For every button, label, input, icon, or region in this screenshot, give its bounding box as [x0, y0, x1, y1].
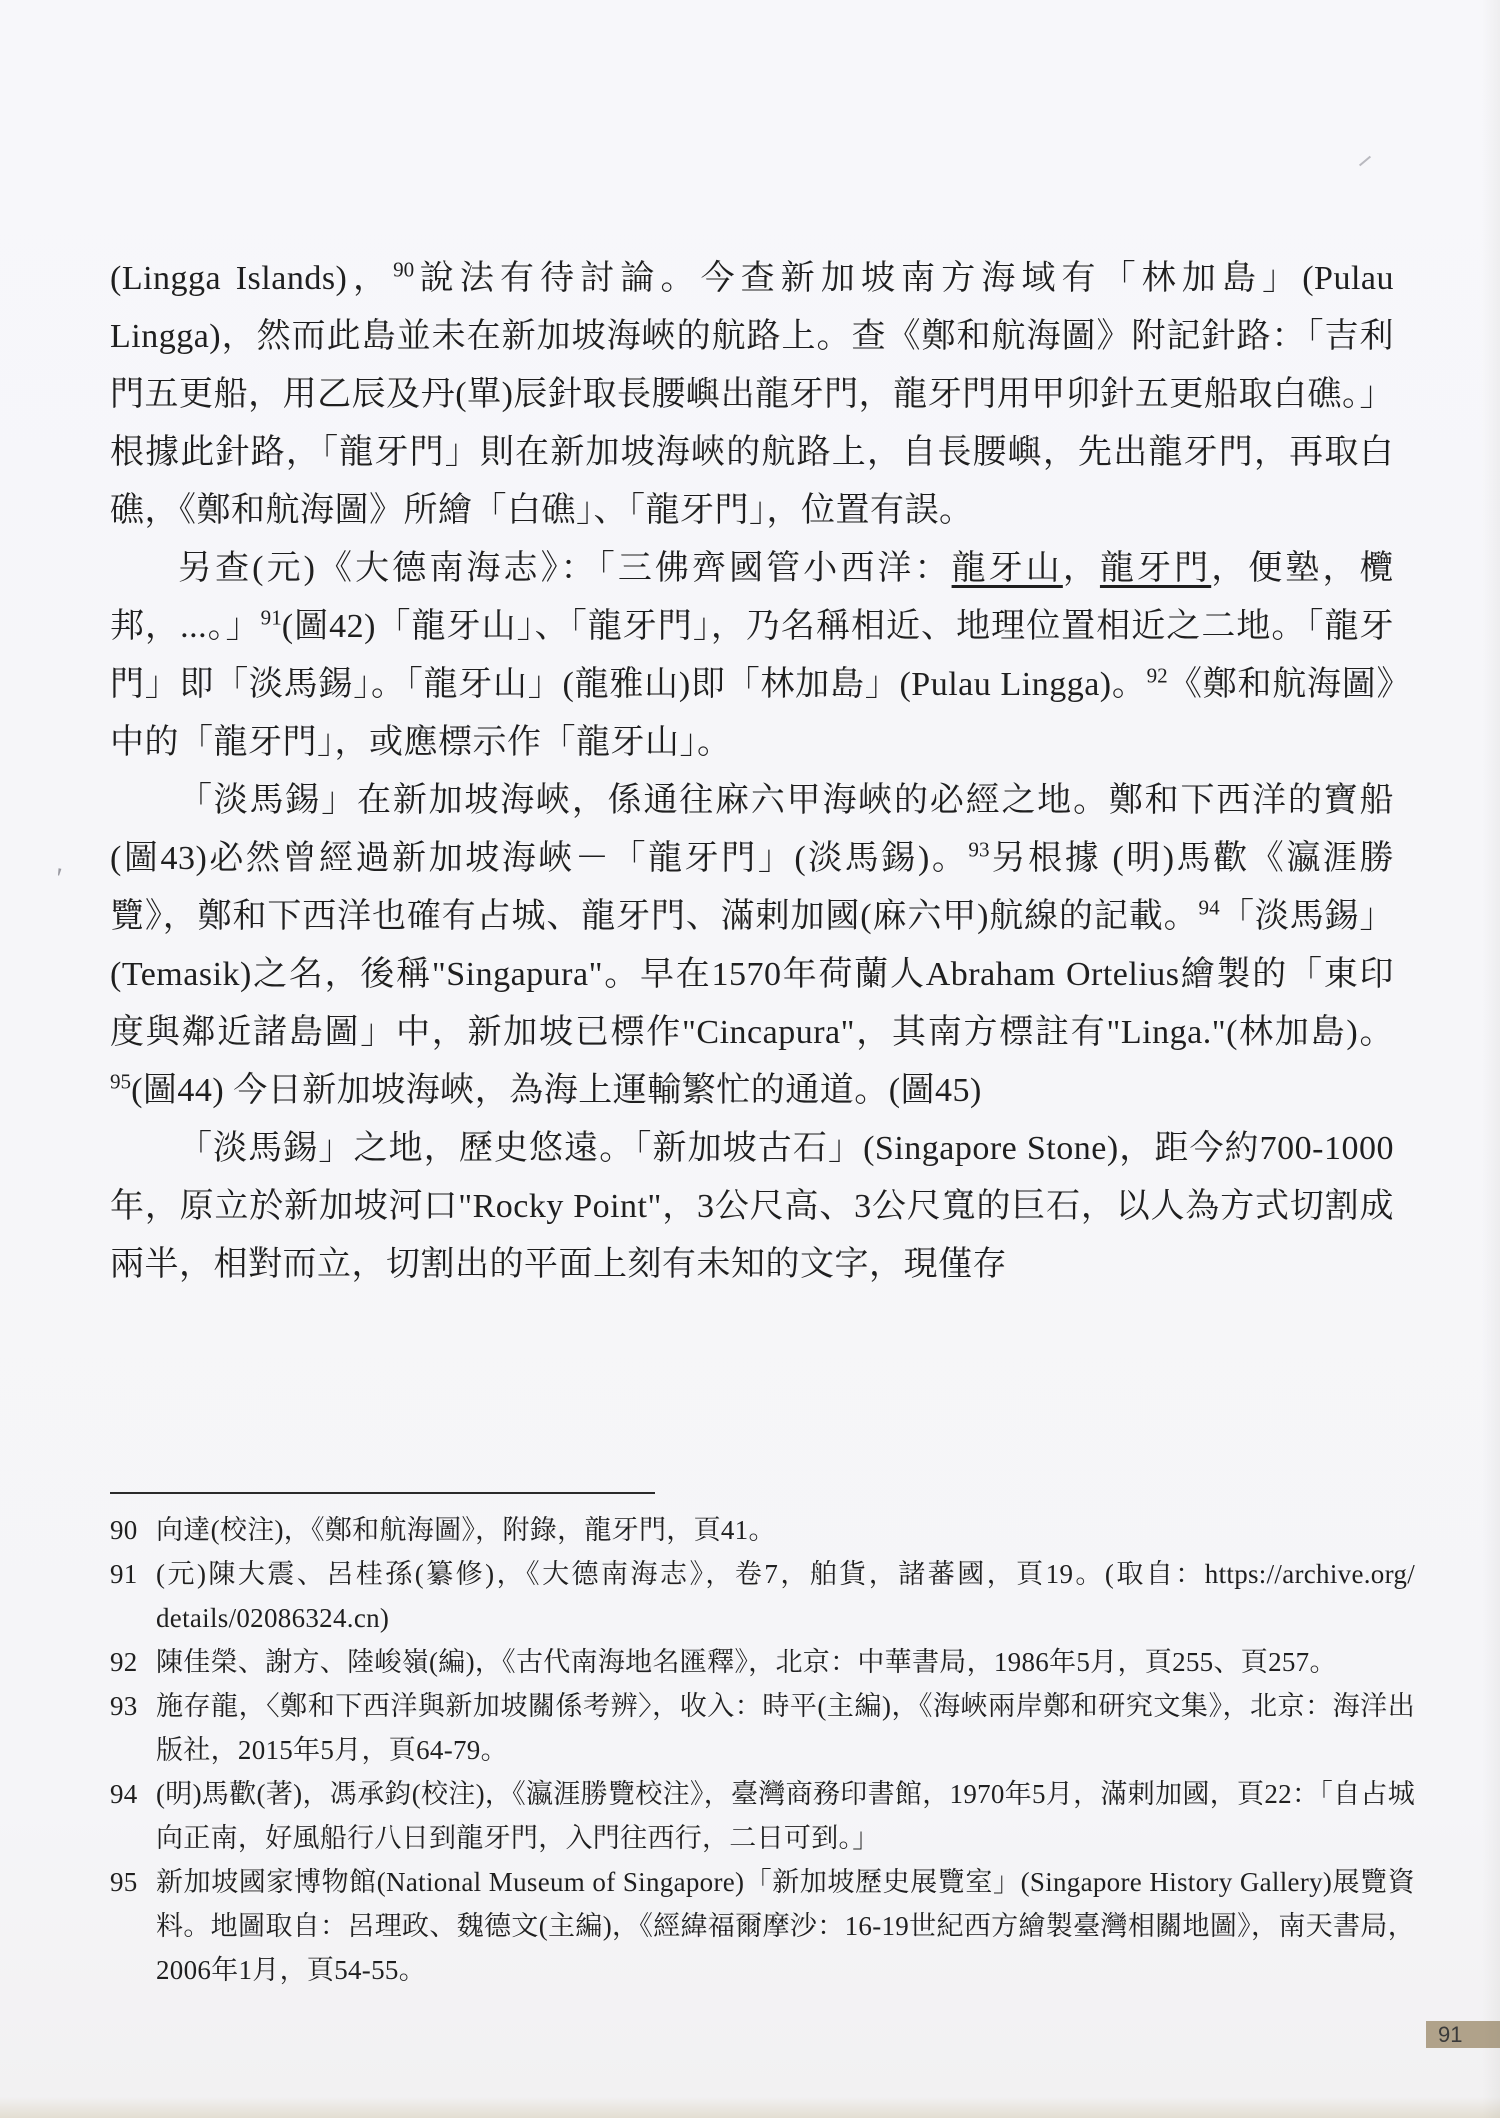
- proper-noun-underlined: 龍牙門: [1099, 550, 1212, 587]
- footnote-ref: 91: [260, 605, 282, 630]
- footnote: [110, 1640, 1415, 1684]
- footnote-text: 陳佳榮、謝方、陸峻嶺(編)，《古代南海地名匯釋》，北京：中華書局，1986年5月，頁255、頁257。: [156, 1647, 1337, 1677]
- footnote-number: 91: [110, 1559, 138, 1589]
- footnote-text: 向達(校注)，《鄭和航海圖》，附錄，龍牙門，頁41。: [156, 1515, 776, 1545]
- footnote: [110, 1772, 1415, 1860]
- text-run: 《鄭和航海圖》中的「龍牙門」，或應標示作「龍牙山」。: [110, 666, 1394, 761]
- page-number-badge: [1426, 2021, 1500, 2048]
- footnote-ref: 92: [1146, 663, 1168, 688]
- text-run: 說法有待討論。今查新加坡南方海域有「林加島」(Pulau Lingga)，然而此島並未在新加坡海峽的航路上。查《鄭和航海圖》附記針路：「吉利門五更船，用乙辰及丹(單)辰針取長腰嶼出龍牙門，龍牙門用甲卯針五更船取白礁。」根據此針路，「龍牙門」則在新加坡海峽的航路上，自長腰嶼，先出龍牙門，再取白礁，《鄭和航海圖》所繪「白礁」、「龍牙門」，位置有誤。: [110, 260, 1394, 529]
- scan-artifact-mark: ': [51, 861, 64, 896]
- footnote-separator: [110, 1492, 655, 1494]
- page-number: 91: [1438, 2022, 1463, 2047]
- paragraph: [110, 772, 1394, 1120]
- paragraph: [110, 540, 1394, 772]
- text-run: 另根據 (明)馬歡《瀛涯勝覽》，鄭和下西洋也確有占城、龍牙門、滿剌加國(麻六甲)航線的記載。: [110, 840, 1394, 935]
- text-run: (Lingga Islands)，: [110, 260, 394, 297]
- footnote-number: 92: [110, 1647, 138, 1677]
- footnote: [110, 1552, 1415, 1640]
- body-text: [110, 250, 1394, 1294]
- footnote-number: 90: [110, 1515, 138, 1545]
- footnote-number: 94: [110, 1779, 138, 1809]
- footnotes-section: [110, 1508, 1415, 1992]
- footnote-number: 93: [110, 1691, 138, 1721]
- footnote-text: 施存龍，〈鄭和下西洋與新加坡關係考辨〉，收入：時平(主編)，《海峽兩岸鄭和研究文集》，北京：海洋出版社，2015年5月，頁64-79。: [156, 1691, 1415, 1765]
- paragraph: [110, 1120, 1394, 1294]
- text-run: ，便塾，欖邦，...。」: [110, 550, 1395, 645]
- text-run: (圖42)「龍牙山」、「龍牙門」，乃名稱相近、地理位置相近之二地。「龍牙門」即「淡馬錫」。「龍牙山」(龍雅山)即「林加島」(Pulau Lingga)。: [110, 608, 1394, 703]
- proper-noun-underlined: 龍牙山: [951, 550, 1063, 587]
- footnote-ref: 95: [110, 1069, 132, 1094]
- text-run: 「淡馬錫」之地，歷史悠遠。「新加坡古石」(Singapore Stone)，距今約700-1000年，原立於新加坡河口"Rocky Point"，3公尺高、3公尺寬的巨石，以人為方式切割成兩半，相對而立，切割出的平面上刻有未知的文字，現僅存: [110, 1130, 1394, 1283]
- footnote-text: (元)陳大震、呂桂孫(纂修)，《大德南海志》，卷7，舶貨，諸蕃國，頁19。(取自：https://archive.org/ details/02086324.cn): [156, 1559, 1415, 1633]
- text-run: 「淡馬錫」在新加坡海峽，係通往麻六甲海峽的必經之地。鄭和下西洋的寶船(圖43)必然曾經過新加坡海峽－「龍牙門」(淡馬錫)。: [110, 782, 1394, 877]
- text-run: 「淡馬錫」(Temasik)之名，後稱"Singapura"。早在1570年荷蘭人Abraham Ortelius繪製的「東印度與鄰近諸島圖」中，新加坡已標作"Cincapura"，其南方標註有"Linga."(林加島)。: [110, 898, 1394, 1051]
- footnote: [110, 1684, 1415, 1772]
- footnote: [110, 1860, 1415, 1992]
- text-run: (圖44) 今日新加坡海峽，為海上運輸繁忙的通道。(圖45): [131, 1072, 982, 1109]
- footnote-ref: 94: [1198, 895, 1220, 920]
- footnote-text: 新加坡國家博物館(National Museum of Singapore)「新加坡歷史展覽室」(Singapore History Gallery)展覽資料。地圖取自：呂理政、魏德文(主編)，《經緯福爾摩沙：16-19世紀西方繪製臺灣相關地圖》，南天書局，2006年1月，頁54-55。: [156, 1867, 1415, 1985]
- text-run: 另查(元)《大德南海志》：「三佛齊國管小西洋：: [178, 550, 952, 587]
- paragraph: [110, 250, 1394, 540]
- footnote: [110, 1508, 1415, 1552]
- footnote-ref: 90: [393, 257, 415, 282]
- footnote-ref: 93: [968, 837, 990, 862]
- text-run: ，: [1062, 550, 1100, 587]
- footnote-text: (明)馬歡(著)，馮承鈞(校注)，《瀛涯勝覽校注》，臺灣商務印書館，1970年5月，滿剌加國，頁22：「自占城向正南，好風船行八日到龍牙門，入門往西行，二日可到。」: [156, 1779, 1415, 1853]
- scan-artifact-mark: [1359, 156, 1371, 167]
- footnote-number: 95: [110, 1867, 138, 1897]
